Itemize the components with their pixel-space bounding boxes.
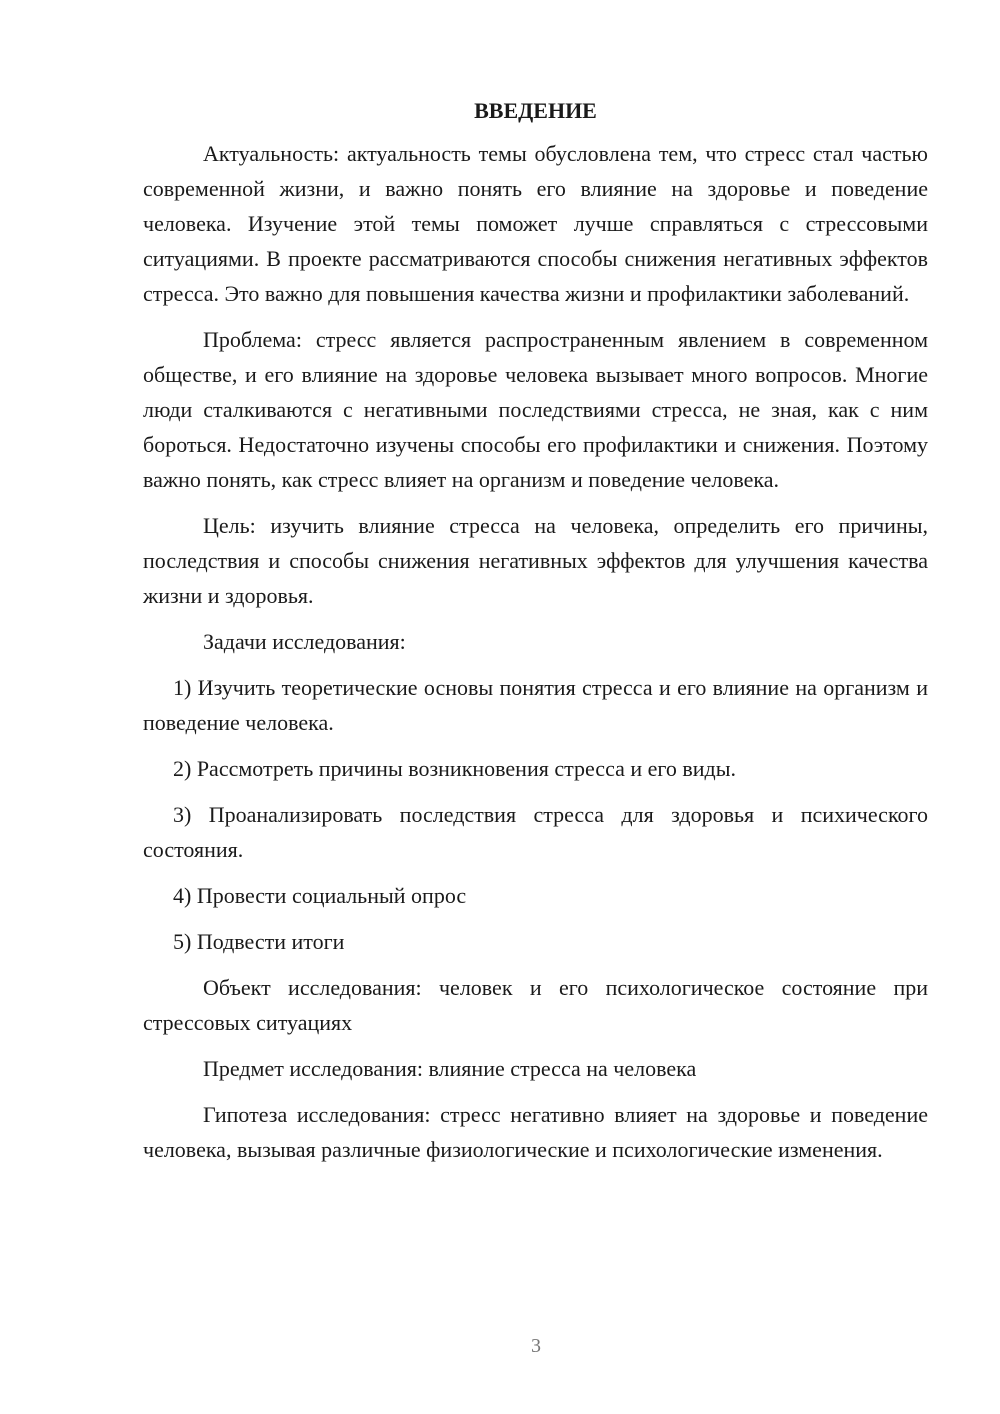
task-item-5: 5) Подвести итоги: [173, 929, 345, 954]
relevance-paragraph: Актуальность: актуальность темы обусловлена тем, что стресс стал частью современной жизни, и важно понять его влияние на здоровье и поведение человека. Изучение этой темы поможет лучше справляться с стрессовыми ситуациями. В проекте рассматриваются способы снижения негативных эффектов стресса. Это важно для повышения качества жизни и профилактики заболеваний.: [143, 141, 928, 306]
hypothesis-paragraph: Гипотеза исследования: стресс негативно влияет на здоровье и поведение человека, вызывая различные физиологические и психологические изменения.: [143, 1102, 928, 1162]
task-item-4: 4) Провести социальный опрос: [173, 883, 467, 908]
task-item-3: 3) Проанализировать последствия стресса для здоровья и психического состояния.: [143, 802, 928, 862]
tasks-title: Задачи исследования:: [203, 629, 406, 654]
task-item-2: 2) Рассмотреть причины возникновения стресса и его виды.: [173, 756, 737, 781]
goal-paragraph: Цель: изучить влияние стресса на человека, определить его причины, последствия и способы снижения негативных эффектов для улучшения качества жизни и здоровья.: [143, 513, 928, 608]
task-item-1: 1) Изучить теоретические основы понятия стресса и его влияние на организм и поведение человека.: [143, 675, 928, 735]
section-heading: ВВЕДЕНИЕ: [474, 98, 597, 123]
object-paragraph: Объект исследования: человек и его психологическое состояние при стрессовых ситуациях: [143, 975, 928, 1035]
page-number: 3: [531, 1335, 541, 1357]
document-page: [143, 94, 928, 1167]
subject-paragraph: Предмет исследования: влияние стресса на человека: [203, 1056, 697, 1081]
problem-paragraph: Проблема: стресс является распространенным явлением в современном обществе, и его влияние на здоровье человека вызывает много вопросов. Многие люди сталкиваются с негативными последствиями стресса, не зная, как с ним бороться. Недостаточно изучены способы его профилактики и снижения. Поэтому важно понять, как стресс влияет на организм и поведение человека.: [143, 327, 928, 492]
